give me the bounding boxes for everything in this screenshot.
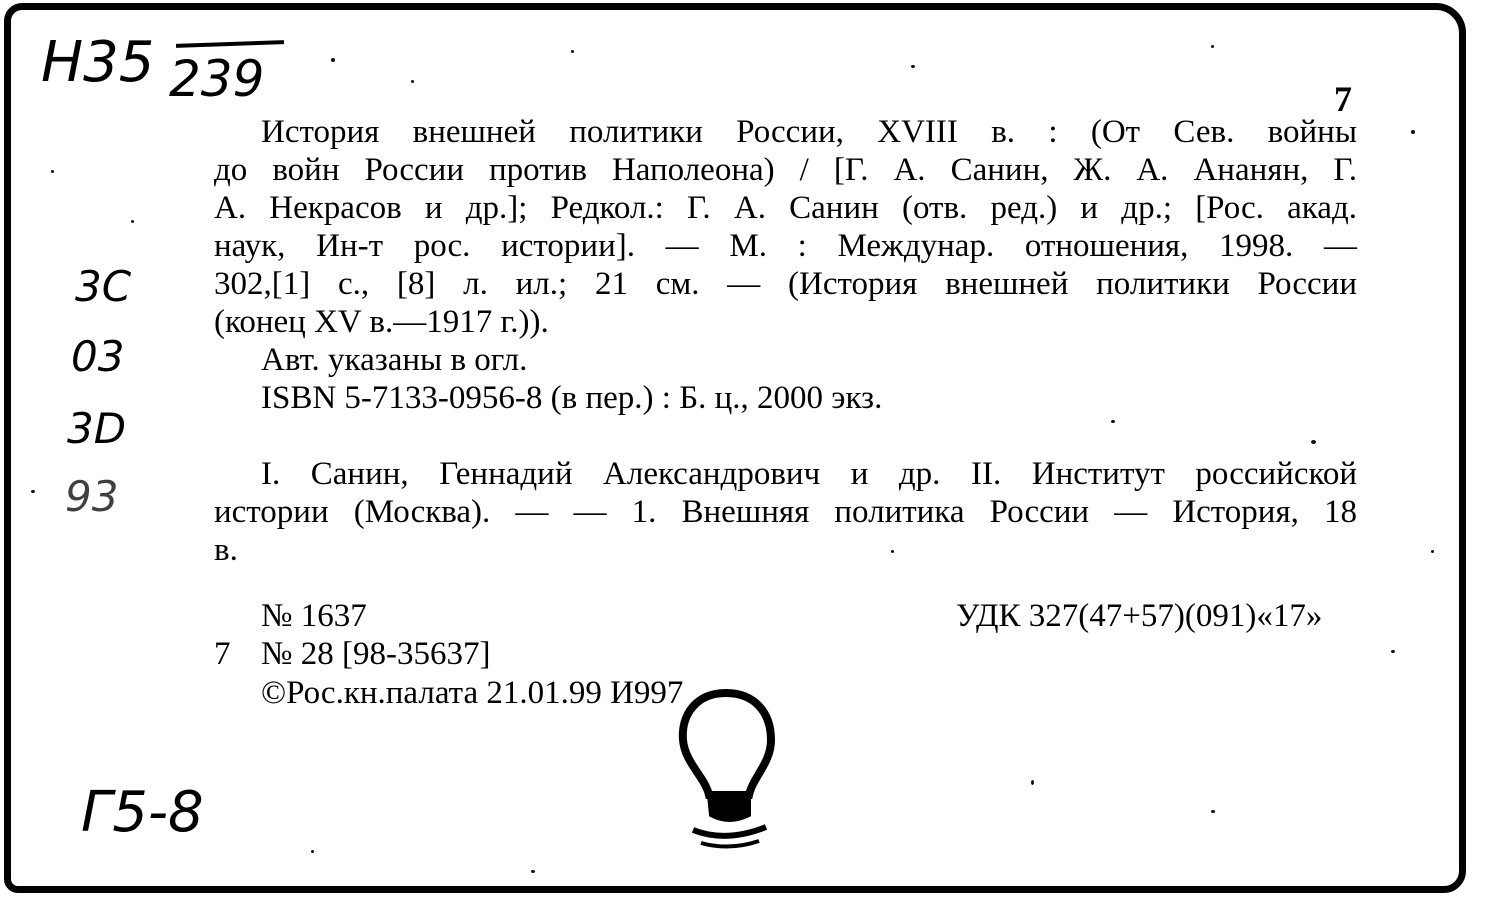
tracing-line: истории (Москва). — — 1. Внешняя политика России — История, 18 xyxy=(214,494,1357,530)
catalog-card xyxy=(4,3,1466,893)
handwritten-margin-code: 3C xyxy=(75,262,132,311)
scan-speck xyxy=(531,870,535,873)
scan-speck xyxy=(1311,440,1316,444)
scan-speck xyxy=(1111,420,1115,423)
handwritten-margin-code: 93 xyxy=(65,472,119,521)
publisher-stamp: ©Рос.кн.палата 21.01.99 И997 xyxy=(261,675,684,711)
handwritten-underline xyxy=(176,40,284,48)
scan-speck xyxy=(1211,810,1215,813)
scan-speck xyxy=(1211,45,1214,48)
main-entry xyxy=(214,113,1357,417)
scan-speck xyxy=(1391,650,1395,653)
main-entry-line: А. Некрасов и др.]; Редкол.: Г. А. Санин (отв. ред.) и др.; [Рос. акад. xyxy=(214,190,1357,226)
tracing-line: I. Санин, Геннадий Александрович и др. II. Институт российской xyxy=(261,456,1357,492)
card-number: 7 xyxy=(1334,79,1352,119)
handwritten-code: Н35 xyxy=(41,30,155,95)
main-entry-line: наук, Ин-т рос. истории]. — М. : Междунар. отношения, 1998. — xyxy=(214,228,1357,264)
scan-speck xyxy=(571,50,574,53)
scan-speck xyxy=(411,80,414,83)
record-number: № 1637 xyxy=(261,598,367,634)
main-entry-line: История внешней политики России, XVIII в. : (От Сев. войны xyxy=(261,114,1357,150)
isbn-line: ISBN 5-7133-0956-8 (в пер.) : Б. ц., 2000 экз. xyxy=(261,380,883,416)
scan-speck xyxy=(1411,130,1415,134)
handwritten-shelf-code: Г5-8 xyxy=(81,780,204,845)
scan-speck xyxy=(51,170,54,173)
udk-code: УДК 327(47+57)(091)«17» xyxy=(956,598,1323,634)
scan-speck xyxy=(31,490,35,493)
left-digit: 7 xyxy=(214,636,231,672)
scan-speck xyxy=(911,65,915,68)
handwritten-number: 239 xyxy=(169,50,265,108)
tracing-block xyxy=(214,455,1357,569)
lightbulb-icon xyxy=(671,685,791,855)
tracing-line: в. xyxy=(214,532,238,568)
scan-speck xyxy=(331,58,335,62)
scan-speck xyxy=(131,220,134,223)
handwritten-margin-code: 03 xyxy=(71,332,125,381)
scan-speck xyxy=(891,550,894,553)
scan-speck xyxy=(1431,550,1434,553)
registration-number: № 28 [98-35637] xyxy=(261,636,491,672)
scan-speck xyxy=(1031,780,1034,785)
main-entry-line: 302,[1] с., [8] л. ил.; 21 см. — (История внешней политики России xyxy=(214,266,1357,302)
scan-speck xyxy=(311,850,314,853)
main-entry-line: до войн России против Наполеона) / [Г. А. Санин, Ж. А. Ананян, Г. xyxy=(214,152,1357,188)
authors-note: Авт. указаны в огл. xyxy=(261,342,528,378)
handwritten-margin-code: 3D xyxy=(67,404,127,453)
main-entry-line: (конец XV в.—1917 г.)). xyxy=(214,304,549,340)
